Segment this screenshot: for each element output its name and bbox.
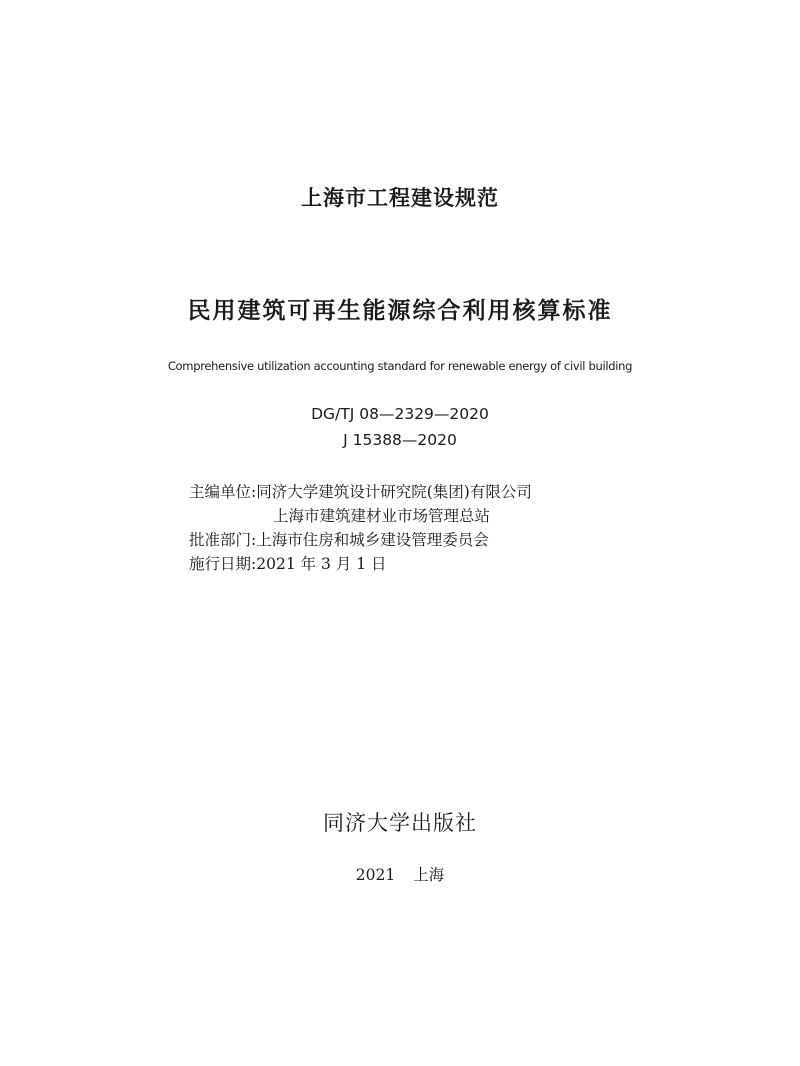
effective-label: 施行日期: bbox=[189, 555, 257, 573]
info-block bbox=[189, 480, 532, 576]
publication-city: 上海 bbox=[413, 866, 445, 884]
chief-editor-label: 主编单位: bbox=[189, 483, 257, 501]
standard-code: DG/TJ 08—2329—2020 bbox=[311, 405, 489, 423]
series-title: 上海市工程建设规范 bbox=[301, 186, 499, 210]
effective-date: 2021 年 3 月 1 日 bbox=[256, 555, 387, 573]
record-code: J 15388—2020 bbox=[343, 431, 457, 449]
approval-line bbox=[189, 528, 532, 552]
english-title: Comprehensive utilization accounting standard for renewable energy of civil building bbox=[167, 359, 633, 373]
chief-editor-line bbox=[189, 480, 532, 504]
chief-editor-secondary: 上海市建筑建材业市场管理总站 bbox=[273, 507, 491, 525]
publication-place-year bbox=[0, 864, 800, 886]
approval-label: 批准部门: bbox=[189, 531, 257, 549]
publication-year: 2021 bbox=[355, 866, 396, 884]
approval-department: 上海市住房和城乡建设管理委员会 bbox=[256, 531, 489, 549]
document-title: 民用建筑可再生能源综合利用核算标准 bbox=[187, 298, 613, 324]
publisher: 同济大学出版社 bbox=[323, 811, 477, 835]
effective-line bbox=[189, 552, 532, 576]
chief-editor-primary: 同济大学建筑设计研究院(集团)有限公司 bbox=[256, 483, 532, 501]
